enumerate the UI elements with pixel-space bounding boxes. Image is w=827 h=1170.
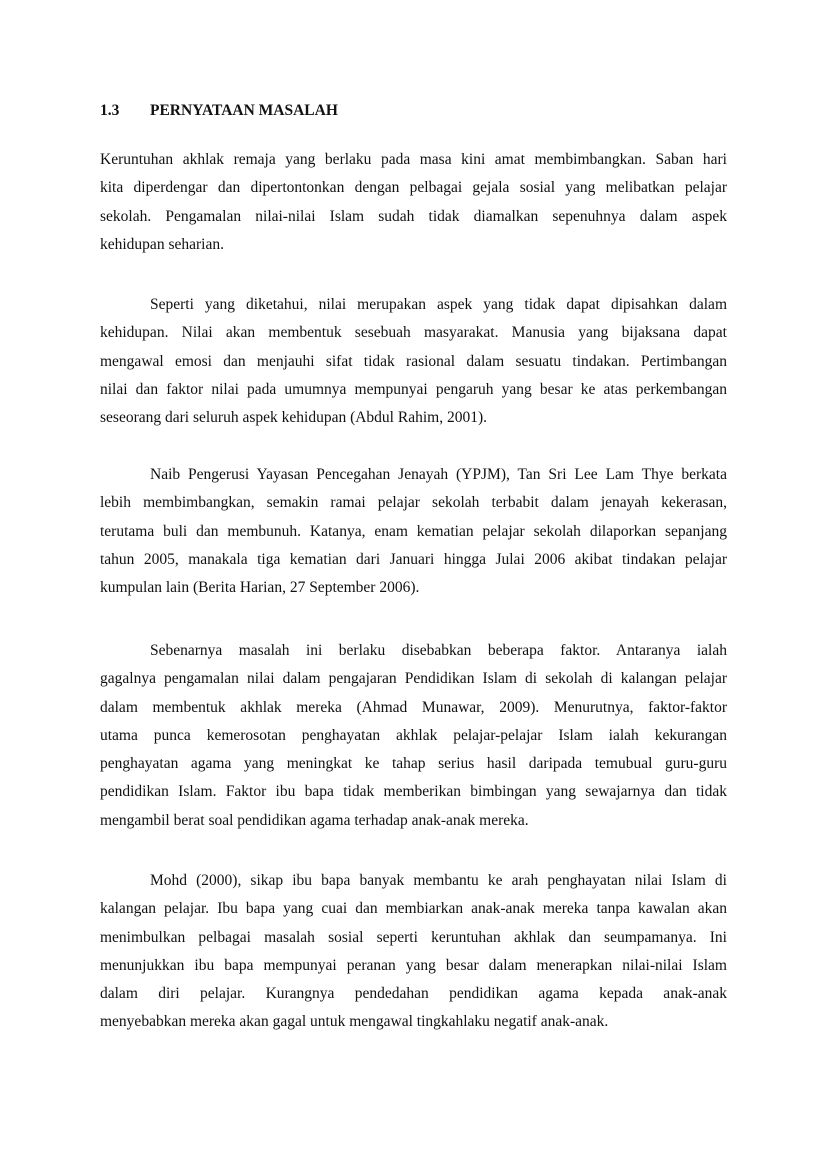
- line-text: Naib Pengerusi Yayasan Pencegahan Jenayah (YPJM), Tan Sri Lee Lam Thye berkata: [150, 466, 727, 483]
- paragraph-4: [100, 641, 727, 839]
- paragraph-line: [100, 178, 727, 206]
- line-text: dalam membentuk akhlak mereka (Ahmad Munawar, 2009). Menurutnya, faktor-faktor: [100, 698, 727, 716]
- line-text: menyebabkan mereka akan gagal untuk mengawal tingkahlaku negatif anak-anak.: [100, 1013, 609, 1031]
- paragraph-1: [100, 150, 727, 263]
- section-heading: [100, 101, 338, 121]
- paragraph-line: [100, 295, 727, 323]
- paragraph-line: [100, 928, 727, 956]
- line-text: Keruntuhan akhlak remaja yang berlaku pada masa kini amat membimbangkan. Saban hari: [100, 151, 727, 168]
- paragraph-line: [100, 782, 727, 810]
- line-text: nilai dan faktor nilai pada umumnya mempunyai pengaruh yang besar ke atas perkembangan: [100, 380, 727, 398]
- paragraph-line: [100, 1012, 727, 1040]
- paragraph-line: [100, 641, 727, 669]
- line-text: lebih membimbangkan, semakin ramai pelajar sekolah terbabit dalam jenayah kekerasan,: [100, 494, 727, 512]
- line-text: utama punca kemerosotan penghayatan akhlak pelajar-pelajar Islam ialah kekurangan: [100, 726, 727, 744]
- paragraph-line: [100, 408, 727, 436]
- paragraph-line: [100, 698, 727, 726]
- paragraph-line: [100, 352, 727, 380]
- line-text: menunjukkan ibu bapa mempunyai peranan yang besar dalam menerapkan nilai-nilai Islam: [100, 956, 727, 974]
- paragraph-3: [100, 465, 727, 606]
- line-text: Mohd (2000), sikap ibu bapa banyak membantu ke arah penghayatan nilai Islam di: [150, 872, 727, 889]
- paragraph-5: [100, 871, 727, 1041]
- paragraph-line: [100, 207, 727, 235]
- paragraph-line: [100, 956, 727, 984]
- line-text: kumpulan lain (Berita Harian, 27 September 2006).: [100, 579, 420, 597]
- line-text: menimbulkan pelbagai masalah sosial seperti keruntuhan akhlak dan seumpamanya. Ini: [100, 928, 727, 946]
- line-text: kehidupan seharian.: [100, 235, 224, 253]
- paragraph-line: [100, 380, 727, 408]
- line-text: mengambil berat soal pendidikan agama terhadap anak-anak mereka.: [100, 811, 529, 829]
- line-text: kehidupan. Nilai akan membentuk sesebuah masyarakat. Manusia yang bijaksana dapat: [100, 324, 727, 342]
- paragraph-line: [100, 754, 727, 782]
- line-text: dalam diri pelajar. Kurangnya pendedahan pendidikan agama kepada anak-anak: [100, 985, 727, 1003]
- paragraph-line: [100, 235, 727, 263]
- paragraph-line: [100, 522, 727, 550]
- paragraph-line: [100, 323, 727, 351]
- paragraph-line: [100, 150, 727, 178]
- line-text: sekolah. Pengamalan nilai-nilai Islam sudah tidak diamalkan sepenuhnya dalam aspek: [100, 207, 727, 225]
- paragraph-line: [100, 550, 727, 578]
- paragraph-line: [100, 493, 727, 521]
- paragraph-line: [100, 871, 727, 899]
- line-text: terutama buli dan membunuh. Katanya, enam kematian pelajar sekolah dilaporkan sepanjang: [100, 522, 727, 540]
- paragraph-line: [100, 984, 727, 1012]
- line-text: seseorang dari seluruh aspek kehidupan (Abdul Rahim, 2001).: [100, 409, 487, 427]
- paragraph-line: [100, 811, 727, 839]
- line-text: gagalnya pengamalan nilai dalam pengajaran Pendidikan Islam di sekolah di kalangan pelajar: [100, 670, 727, 688]
- paragraph-line: [100, 669, 727, 697]
- paragraph-line: [100, 578, 727, 606]
- line-text: Sebenarnya masalah ini berlaku disebabkan beberapa faktor. Antaranya ialah: [150, 642, 727, 659]
- section-title: PERNYATAAN MASALAH: [150, 102, 338, 119]
- line-text: pendidikan Islam. Faktor ibu bapa tidak memberikan bimbingan yang sewajarnya dan tidak: [100, 783, 727, 801]
- section-number: 1.3: [100, 102, 120, 119]
- paragraph-2: [100, 295, 727, 436]
- line-text: tahun 2005, manakala tiga kematian dari Januari hingga Julai 2006 akibat tindakan pelajar: [100, 550, 727, 568]
- paragraph-line: [100, 465, 727, 493]
- paragraph-line: [100, 899, 727, 927]
- line-text: kalangan pelajar. Ibu bapa yang cuai dan membiarkan anak-anak mereka tanpa kawalan akan: [100, 900, 727, 918]
- line-text: kita diperdengar dan dipertontonkan dengan pelbagai gejala sosial yang melibatkan pelajar: [100, 179, 727, 197]
- line-text: mengawal emosi dan menjauhi sifat tidak rasional dalam sesuatu tindakan. Pertimbangan: [100, 352, 727, 370]
- line-text: penghayatan agama yang meningkat ke tahap serius hasil daripada temubual guru-guru: [100, 755, 727, 773]
- line-text: Seperti yang diketahui, nilai merupakan aspek yang tidak dapat dipisahkan dalam: [150, 296, 727, 313]
- paragraph-line: [100, 726, 727, 754]
